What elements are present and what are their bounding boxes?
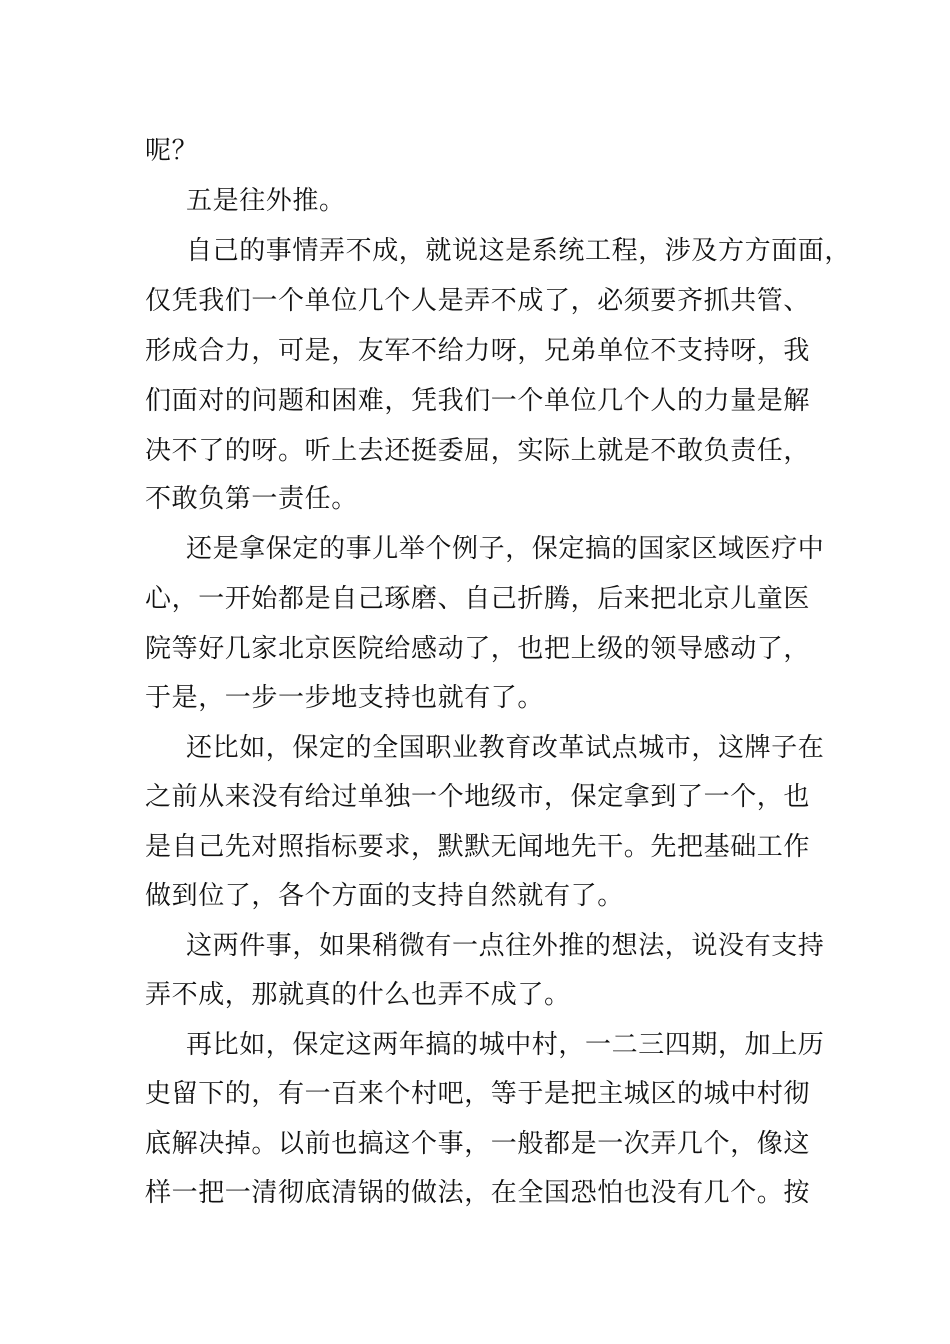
text-line: 再比如，保定这两年搞的城中村，一二三四期，加上历 bbox=[186, 1030, 825, 1060]
text-line: 做到位了，各个方面的支持自然就有了。 bbox=[145, 881, 624, 911]
text-line: 形成合力，可是，友军不给力呀，兄弟单位不支持呀，我 bbox=[145, 336, 811, 366]
text-line: 五是往外推。 bbox=[186, 186, 346, 216]
text-line: 仅凭我们一个单位几个人是弄不成了，必须要齐抓共管、 bbox=[145, 286, 811, 316]
text-line: 这两件事，如果稍微有一点往外推的想法，说没有支持 bbox=[186, 931, 825, 961]
text-line: 弄不成，那就真的什么也弄不成了。 bbox=[145, 980, 571, 1010]
text-line: 之前从来没有给过单独一个地级市，保定拿到了一个，也 bbox=[145, 782, 811, 812]
text-line: 史留下的，有一百来个村吧，等于是把主城区的城中村彻 bbox=[145, 1079, 811, 1109]
text-line: 们面对的问题和困难，凭我们一个单位几个人的力量是解 bbox=[145, 386, 811, 416]
text-line: 样一把一清彻底清锅的做法，在全国恐怕也没有几个。按 bbox=[145, 1178, 811, 1208]
text-line: 于是，一步一步地支持也就有了。 bbox=[145, 683, 545, 713]
text-line: 还比如，保定的全国职业教育改革试点城市，这牌子在 bbox=[186, 733, 825, 763]
text-line: 决不了的呀。听上去还挺委屈，实际上就是不敢负责任， bbox=[145, 436, 811, 466]
text-line: 是自己先对照指标要求，默默无闻地先干。先把基础工作 bbox=[145, 832, 811, 862]
text-line: 呢？ bbox=[145, 136, 199, 166]
text-line: 心，一开始都是自己琢磨、自己折腾，后来把北京儿童医 bbox=[145, 584, 811, 614]
text-line: 自己的事情弄不成，就说这是系统工程，涉及方方面面， bbox=[186, 236, 852, 266]
text-line: 院等好几家北京医院给感动了，也把上级的领导感动了， bbox=[145, 634, 811, 664]
text-line: 底解决掉。以前也搞这个事，一般都是一次弄几个，像这 bbox=[145, 1129, 811, 1159]
text-line: 不敢负第一责任。 bbox=[145, 484, 358, 514]
text-line: 还是拿保定的事儿举个例子，保定搞的国家区域医疗中 bbox=[186, 534, 825, 564]
